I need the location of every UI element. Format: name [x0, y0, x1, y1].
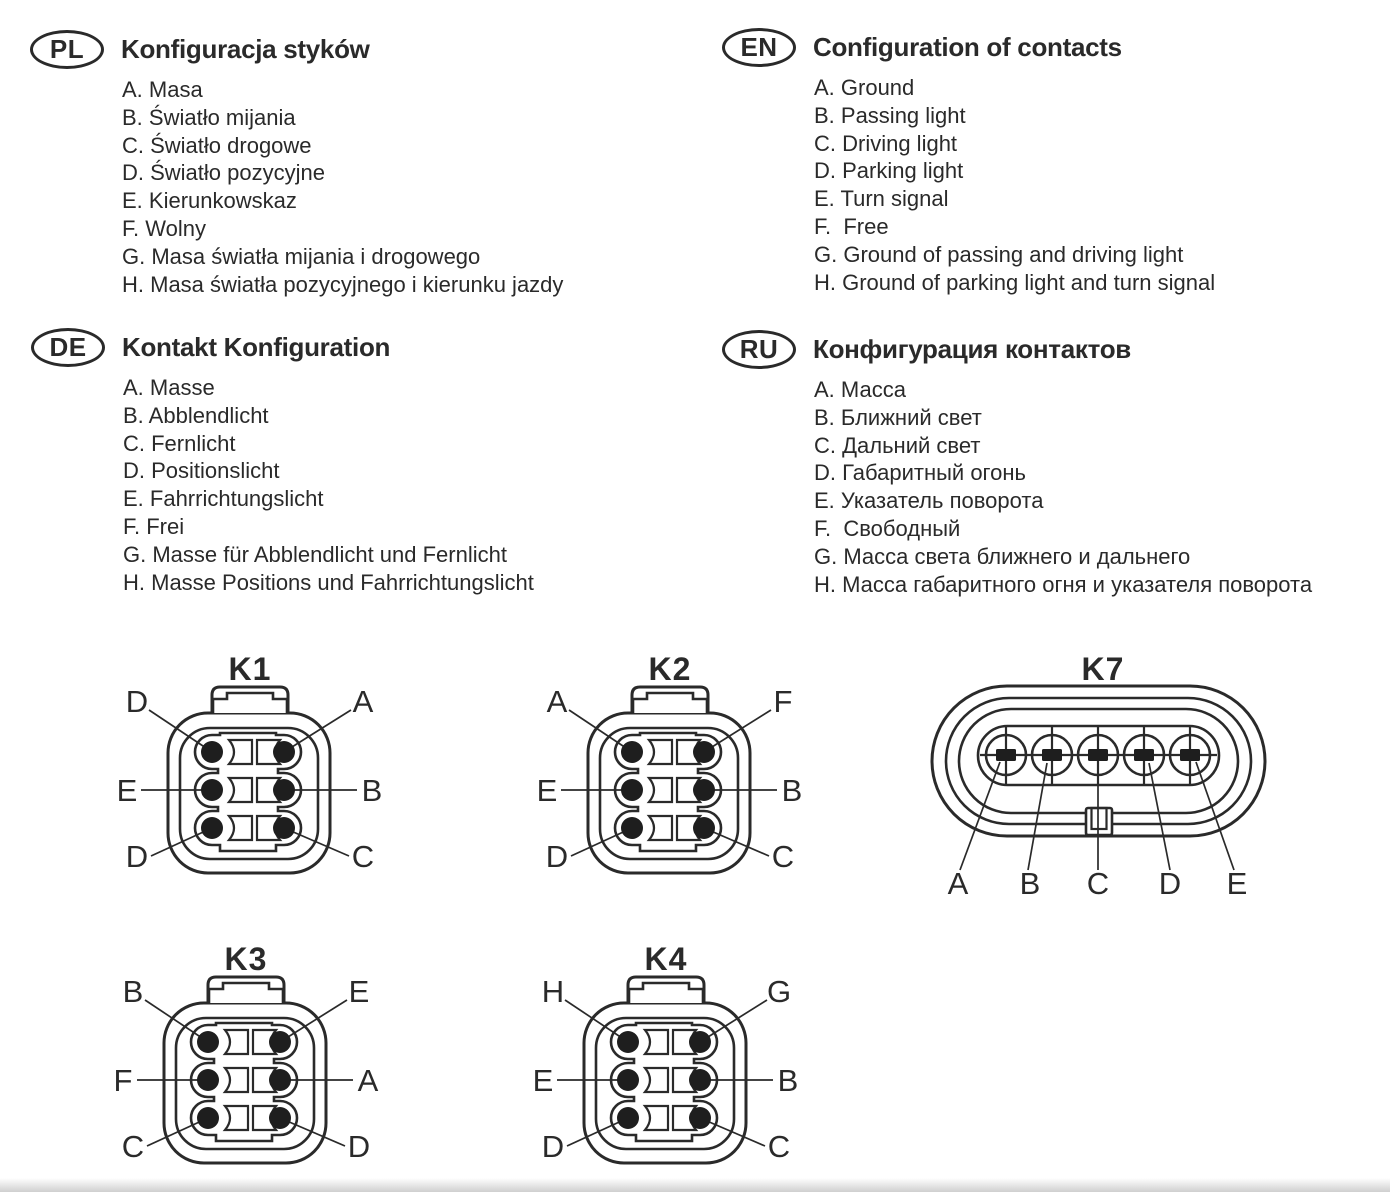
- pin-circle: [273, 741, 295, 763]
- pin-circle: [621, 817, 643, 839]
- pin-description-item: G. Ground of passing and driving light: [814, 241, 1184, 267]
- pin-description-list-de: [123, 374, 534, 596]
- pin-description-item: E. Fahrrichtungslicht: [123, 486, 324, 512]
- pin-description-item: G. Masa światła mijania i drogowego: [122, 243, 481, 269]
- connector-title: K2: [648, 651, 692, 687]
- leader-line-d: [1149, 763, 1170, 870]
- pin-circle: [269, 1031, 291, 1053]
- pin-description-item: G. Masse für Abblendlicht und Fernlicht: [123, 541, 507, 567]
- pin-label-br: D: [347, 1129, 371, 1164]
- pin-description-item: E. Указатель поворота: [814, 488, 1044, 514]
- pin-circle: [689, 1069, 711, 1091]
- connector-k1: [100, 646, 400, 903]
- six-pin-connector-diagram: [96, 936, 396, 1188]
- pin-terminal: [1088, 749, 1108, 761]
- pin-circle: [621, 741, 643, 763]
- pin-description-item: F. Free: [814, 213, 889, 239]
- pin-label-ml: E: [536, 773, 558, 808]
- section-de-header: [31, 328, 534, 367]
- language-badge-en: EN: [722, 28, 796, 67]
- pin-description-item: E. Turn signal: [814, 186, 949, 212]
- section-ru: [722, 330, 1312, 598]
- connector-title: K4: [644, 941, 688, 977]
- pin-label-br: C: [767, 1129, 791, 1164]
- pin-description-item: G. Масса света ближнего и дальнего: [814, 543, 1191, 569]
- pin-description-item: B. Passing light: [814, 102, 966, 128]
- pin-description-item: C. Дальний свет: [814, 432, 981, 458]
- section-de: [31, 328, 534, 596]
- pin-description-item: D. Positionslicht: [123, 458, 280, 484]
- section-heading-ru: Конфигурация контактов: [813, 334, 1131, 364]
- language-badge-de: DE: [31, 328, 105, 367]
- pin-terminal: [1042, 749, 1062, 761]
- connector-title: K3: [224, 941, 268, 977]
- pin-label-ml: F: [113, 1063, 133, 1098]
- pin-label-mr: B: [777, 1063, 799, 1098]
- pin-label-c: C: [1086, 866, 1110, 900]
- section-en-header: [722, 28, 1215, 67]
- pin-description-item: A. Ground: [814, 75, 915, 100]
- section-pl: [30, 30, 563, 298]
- pin-description-item: A. Masa: [122, 77, 203, 102]
- pin-description-list-ru: [814, 376, 1312, 598]
- pin-label-ml: E: [532, 1063, 554, 1098]
- pin-description-item: B. Światło mijania: [122, 104, 296, 130]
- pin-label-tl: D: [125, 684, 149, 719]
- connector-k4: [516, 936, 816, 1192]
- pin-description-item: H. Masse Positions und Fahrrichtungslicht: [123, 569, 534, 595]
- pin-description-item: F. Wolny: [122, 215, 206, 241]
- section-pl-header: [30, 30, 563, 69]
- pin-circle: [617, 1031, 639, 1053]
- pin-description-item: F. Свободный: [814, 515, 961, 541]
- pin-circle: [273, 817, 295, 839]
- pin-description-item: D. Światło pozycyjne: [122, 160, 325, 186]
- leader-line-a: [960, 762, 1000, 870]
- pin-label-bl: D: [545, 839, 569, 874]
- pin-circle: [201, 779, 223, 801]
- language-badge-ru: RU: [722, 330, 796, 369]
- pin-label-bl: D: [541, 1129, 565, 1164]
- six-pin-connector-diagram: [516, 936, 816, 1188]
- pin-description-item: B. Abblendlicht: [123, 402, 269, 428]
- pin-description-item: A. Масса: [814, 377, 906, 402]
- pin-label-tr: F: [773, 684, 793, 719]
- pin-description-item: D. Parking light: [814, 158, 964, 184]
- section-heading-de: Kontakt Konfiguration: [122, 332, 391, 362]
- pin-label-tl: A: [546, 684, 568, 719]
- pin-label-br: C: [771, 839, 795, 874]
- pin-label-mr: B: [781, 773, 803, 808]
- pin-label-e: E: [1226, 866, 1248, 900]
- pin-description-item: C. Światło drogowe: [122, 132, 312, 158]
- pin-circle: [197, 1031, 219, 1053]
- language-badge-pl: PL: [30, 30, 104, 69]
- pin-label-br: C: [351, 839, 375, 874]
- pin-circle: [693, 817, 715, 839]
- pin-circle: [621, 779, 643, 801]
- connector-k2: [520, 646, 820, 903]
- pin-circle: [269, 1069, 291, 1091]
- connector-title: K1: [228, 651, 272, 687]
- pin-description-item: D. Габаритный огонь: [814, 460, 1026, 486]
- pin-label-mr: B: [361, 773, 383, 808]
- leader-line-b: [1028, 763, 1047, 870]
- pin-description-list-pl: [122, 76, 563, 298]
- pin-description-item: A. Masse: [123, 375, 215, 400]
- pin-circle: [197, 1069, 219, 1091]
- six-pin-connector-diagram: [520, 646, 820, 898]
- pin-circle: [689, 1107, 711, 1129]
- pin-label-tl: H: [541, 974, 565, 1009]
- pin-description-item: E. Kierunkowskaz: [122, 188, 297, 214]
- connector-k3: [96, 936, 396, 1192]
- pin-circle: [617, 1107, 639, 1129]
- pin-label-tl: B: [122, 974, 144, 1009]
- pin-description-item: C. Driving light: [814, 130, 958, 156]
- connector-title: K7: [1081, 651, 1125, 687]
- pin-label-tr: A: [352, 684, 374, 719]
- pin-terminal: [1180, 749, 1200, 761]
- six-pin-connector-diagram: [100, 646, 400, 898]
- pin-label-tr: G: [766, 974, 792, 1009]
- pin-circle: [693, 741, 715, 763]
- pin-label-mr: A: [357, 1063, 379, 1098]
- pin-description-item: C. Fernlicht: [123, 430, 236, 456]
- pin-label-tr: E: [348, 974, 370, 1009]
- section-en: [722, 28, 1215, 296]
- pin-description-list-en: [814, 74, 1215, 296]
- pin-label-b: B: [1019, 866, 1041, 900]
- pin-label-bl: C: [121, 1129, 145, 1164]
- pin-description-item: B. Ближний свет: [814, 404, 982, 430]
- five-pin-connector-diagram: [920, 638, 1310, 900]
- pin-description-item: H. Masa światła pozycyjnego i kierunku jazdy: [122, 271, 564, 297]
- leader-line-e: [1196, 762, 1234, 870]
- bottom-tab: [1086, 808, 1112, 835]
- pin-description-item: F. Frei: [123, 513, 185, 539]
- pin-circle: [273, 779, 295, 801]
- pin-description-item: H. Масса габаритного огня и указателя поворота: [814, 571, 1313, 597]
- pin-label-bl: D: [125, 839, 149, 874]
- connector-k7: [920, 638, 1310, 905]
- pin-circle: [693, 779, 715, 801]
- pin-label-d: D: [1158, 866, 1182, 900]
- pin-description-item: H. Ground of parking light and turn signal: [814, 269, 1216, 295]
- pin-label-ml: E: [116, 773, 138, 808]
- section-heading-pl: Konfiguracja styków: [121, 34, 370, 64]
- scan-edge-shadow: [0, 1178, 1390, 1192]
- pin-circle: [201, 741, 223, 763]
- pin-label-a: A: [947, 866, 969, 900]
- pin-terminal: [996, 749, 1016, 761]
- pin-circle: [269, 1107, 291, 1129]
- pin-terminal: [1134, 749, 1154, 761]
- pin-circle: [617, 1069, 639, 1091]
- section-heading-en: Configuration of contacts: [813, 32, 1122, 62]
- pin-circle: [201, 817, 223, 839]
- section-ru-header: [722, 330, 1312, 369]
- pin-circle: [197, 1107, 219, 1129]
- pin-circle: [689, 1031, 711, 1053]
